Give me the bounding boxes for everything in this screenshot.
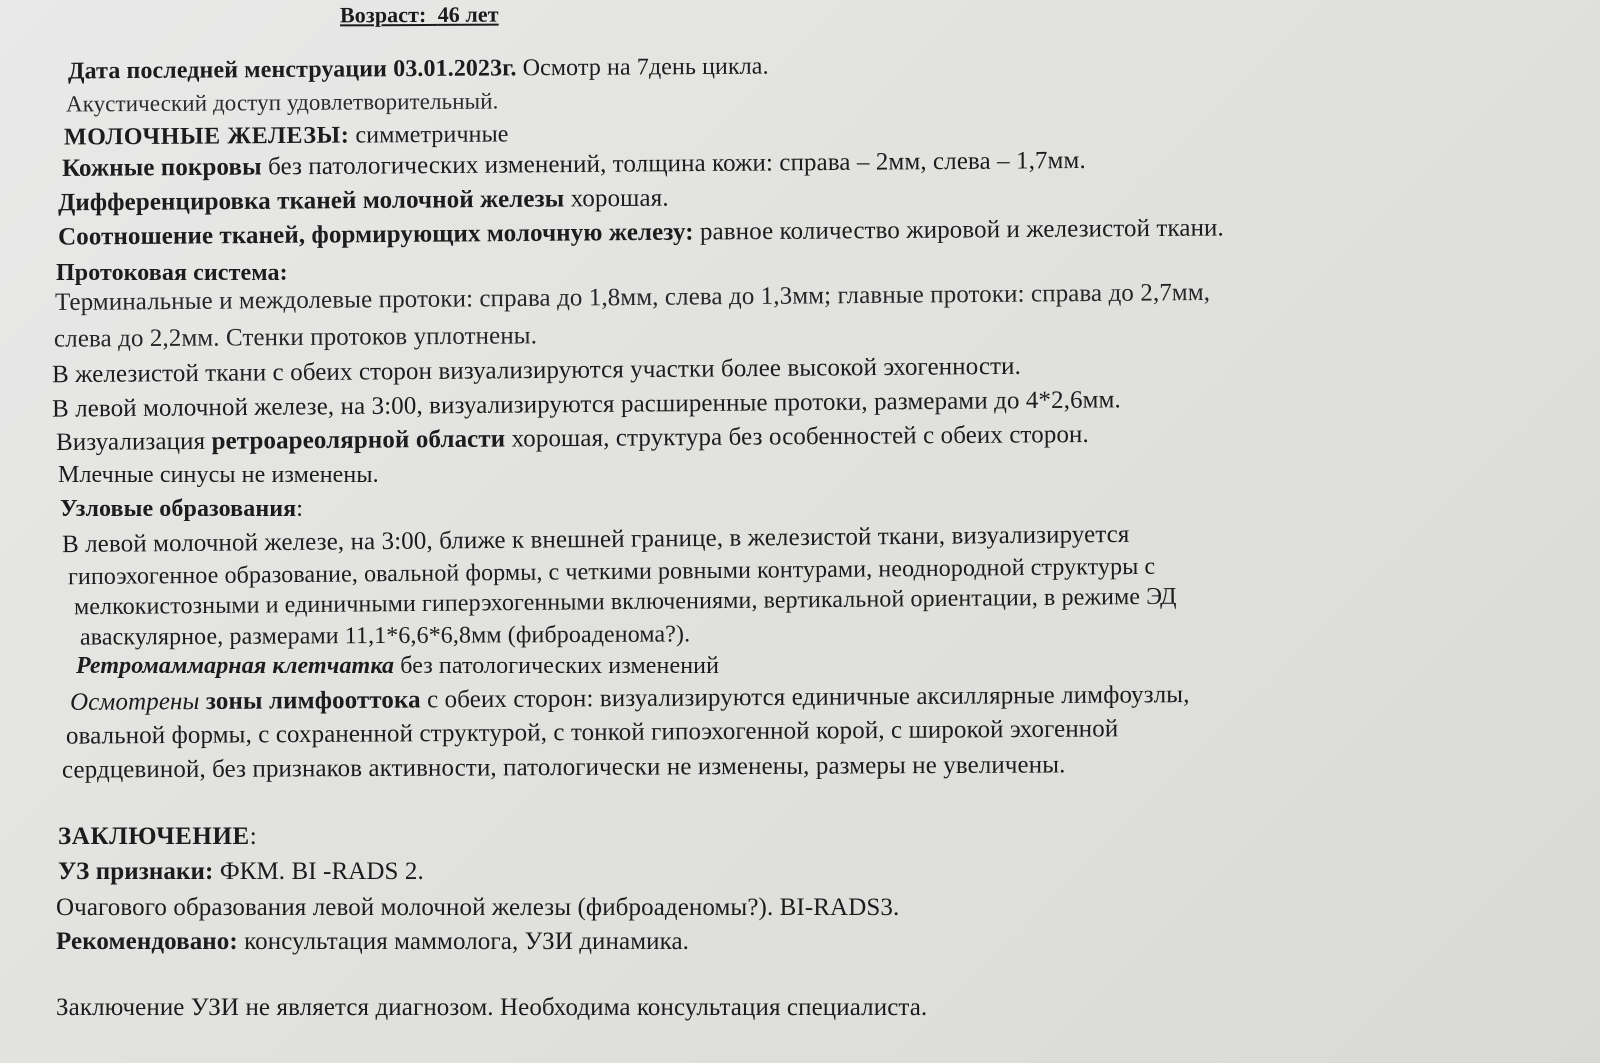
ducts-heading [56,258,288,288]
focal-text: Очагового образования левой молочной железы (фиброаденомы?). BI-RADS3. [56,894,900,921]
conclusion-heading [58,822,257,852]
nodes-colon: : [296,496,304,522]
skin-label: Кожные покровы [61,153,262,183]
focal-line [56,893,899,923]
differentiation-label: Дифференцировка тканей молочной железы [57,185,565,217]
nodes-heading [60,494,303,524]
ducts-text-1: Терминальные и междолевые протоки: справа до 1,8мм, слева до 1,3мм; главные протоки: справа до 2,7мм, [54,278,1211,317]
ducts-text-2: слева до 2,2мм. Стенки протоков уплотнены. [53,322,538,353]
skin-text: без патологических изменений, толщина кожи: справа – 2мм, слева – 1,7мм. [261,146,1086,181]
lymph-text-3: сердцевиной, без признаков активности, патологически не изменены, размеры не увеличены. [61,751,1066,784]
recommended-label: Рекомендовано: [56,928,238,955]
sinuses-line [58,460,379,490]
lymph-text-2: овальной формы, с сохраненной структурой, с тонкой гипоэхогенной корой, с широкой эхогенной [65,715,1119,750]
skin-line [62,146,1086,184]
ducts-text-3: В железистой ткани с обеих сторон визуализируются участки более высокой эхогенности. [51,352,1022,389]
recommended-line [56,927,689,957]
nodes-label: Узловые образования [60,496,297,522]
disclaimer-text: Заключение УЗИ не является диагнозом. Необходима консультация специалиста. [56,994,928,1021]
sinuses-text: Млечные синусы не изменены. [58,462,379,488]
retroareolar-prefix: Визуализация [55,427,212,457]
mammary-line [64,119,509,152]
ratio-line [58,213,1224,252]
lymph-line-3 [62,750,1066,785]
age-value: 46 лет [437,1,499,27]
signs-label: УЗ признаки: [58,858,214,885]
lymph-label: зоны лимфооттока [205,686,421,715]
lymph-line-1 [70,680,1190,718]
retromammary-line [76,651,719,681]
ducts-text-4: В левой молочной железе, на 3:00, визуализируются расширенные протоки, размерами до 4*2,6мм. [51,386,1121,423]
nodes-text-3: мелкокистозными и единичными гиперэхогенными включениями, вертикальной ориентации, в режиме ЭД [73,583,1177,621]
access-text: Акустический доступ удовлетворительный. [65,88,499,117]
ducts-line-4 [52,385,1121,424]
nodes-text-1: В левой молочной железе, на 3:00, ближе к внешней границе, в железистой ткани, визуализируется [61,520,1130,559]
nodes-text-4: аваскулярное, размерами 11,1*6,6*6,8мм (фиброаденома?). [79,621,691,651]
access-line [66,86,499,119]
mammary-label: МОЛОЧНЫЕ ЖЕЛЕЗЫ: [63,122,350,151]
ducts-label: Протоковая система: [56,260,288,286]
signs-text: ФКМ. BI -RADS 2. [213,858,424,885]
ducts-line-2 [54,321,537,354]
retromammary-text: без патологических изменений [394,653,720,679]
nodes-text-2: гипоэхогенное образование, овальной формы, с четкими ровными контурами, неоднородной структуры с [67,553,1156,591]
age-label: Возраст: [339,1,427,28]
ratio-text: равное количество жировой и железистой ткани. [693,214,1224,246]
ratio-label: Соотношение тканей, формирующих молочную железу: [57,218,694,251]
conclusion-colon: : [249,823,257,850]
lymph-text: с обеих сторон: визуализируются единичные аксиллярные лимфоузлы, [420,681,1190,714]
conclusion-label: ЗАКЛЮЧЕНИЕ [58,823,250,850]
menstruation-label: Дата последней менструации 03.01.2023г. [67,55,517,85]
disclaimer-line [56,993,927,1023]
differentiation-text: хорошая. [564,184,669,213]
recommended-text: консультация маммолога, УЗИ динамика. [237,928,690,955]
menstruation-line [68,52,769,87]
mammary-text: симметричные [349,121,509,149]
lymph-prefix: Осмотрены [69,687,206,716]
age-line [340,0,499,30]
ducts-line-3 [52,352,1021,390]
signs-line [58,857,424,887]
lymph-line-2 [66,714,1119,751]
retroareolar-text: хорошая, структура без особенностей с обеих сторон. [505,420,1089,453]
nodes-line-4 [80,619,690,652]
retroareolar-label: ретроареолярной области [211,425,506,455]
retroareolar-line [56,420,1089,458]
menstruation-text: Осмотр на 7день цикла. [516,53,769,82]
differentiation-line [58,184,669,219]
retromammary-label: Ретромаммарная клетчатка [76,653,395,679]
